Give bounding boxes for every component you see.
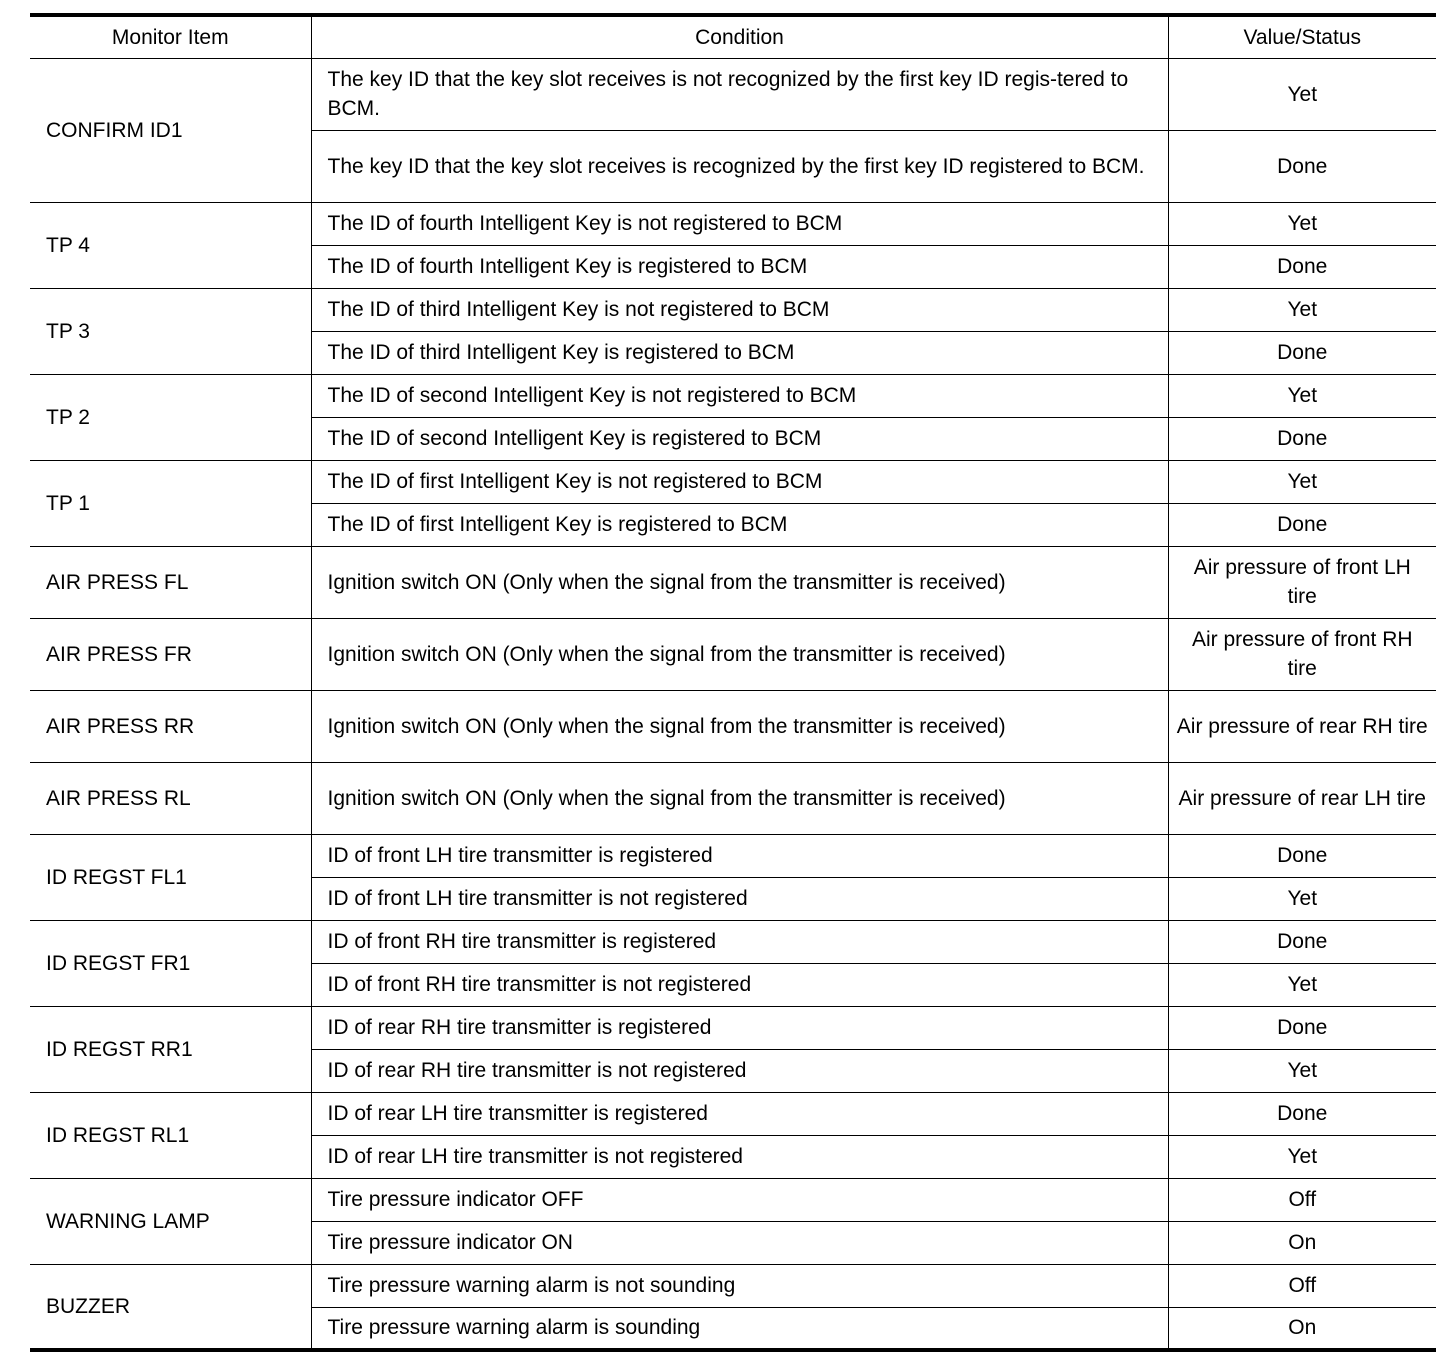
table-row [30, 374, 1436, 417]
value-status-cell: Yet [1168, 374, 1436, 417]
condition-cell: The ID of second Intelligent Key is not registered to BCM [311, 374, 1168, 417]
value-status-cell: Done [1168, 130, 1436, 202]
value-status-cell: Yet [1168, 877, 1436, 920]
condition-cell: ID of rear RH tire transmitter is not registered [311, 1049, 1168, 1092]
monitor-item-cell: AIR PRESS FL [30, 546, 311, 618]
value-status-cell: Done [1168, 834, 1436, 877]
table-row [30, 762, 1436, 834]
monitor-item-table [30, 13, 1436, 1352]
condition-cell: ID of front LH tire transmitter is registered [311, 834, 1168, 877]
condition-cell: The ID of first Intelligent Key is registered to BCM [311, 503, 1168, 546]
table-row [30, 1264, 1436, 1307]
condition-cell: ID of front LH tire transmitter is not registered [311, 877, 1168, 920]
value-status-cell: Yet [1168, 288, 1436, 331]
monitor-item-cell: TP 3 [30, 288, 311, 374]
table-row [30, 460, 1436, 503]
value-status-cell: Yet [1168, 460, 1436, 503]
condition-cell: ID of front RH tire transmitter is not registered [311, 963, 1168, 1006]
condition-cell: ID of front RH tire transmitter is registered [311, 920, 1168, 963]
value-status-cell: On [1168, 1221, 1436, 1264]
condition-cell: Ignition switch ON (Only when the signal from the transmitter is received) [311, 690, 1168, 762]
monitor-item-cell: WARNING LAMP [30, 1178, 311, 1264]
table-body [30, 58, 1436, 1350]
condition-cell: ID of rear LH tire transmitter is not registered [311, 1135, 1168, 1178]
value-status-cell: Done [1168, 331, 1436, 374]
condition-cell: Tire pressure warning alarm is sounding [311, 1307, 1168, 1350]
condition-cell: Tire pressure warning alarm is not sounding [311, 1264, 1168, 1307]
monitor-item-cell: AIR PRESS FR [30, 618, 311, 690]
value-status-cell: On [1168, 1307, 1436, 1350]
value-status-cell: Off [1168, 1178, 1436, 1221]
condition-cell: The ID of third Intelligent Key is registered to BCM [311, 331, 1168, 374]
table-row [30, 288, 1436, 331]
table-row [30, 58, 1436, 130]
monitor-item-cell: AIR PRESS RL [30, 762, 311, 834]
monitor-item-cell: TP 2 [30, 374, 311, 460]
table-row [30, 618, 1436, 690]
condition-cell: Ignition switch ON (Only when the signal from the transmitter is received) [311, 762, 1168, 834]
condition-cell: Tire pressure indicator ON [311, 1221, 1168, 1264]
table-row [30, 1178, 1436, 1221]
value-status-cell: Air pressure of front LH tire [1168, 546, 1436, 618]
value-status-cell: Done [1168, 920, 1436, 963]
monitor-item-cell: BUZZER [30, 1264, 311, 1350]
value-status-cell: Off [1168, 1264, 1436, 1307]
table-row [30, 1092, 1436, 1135]
monitor-item-cell: AIR PRESS RR [30, 690, 311, 762]
condition-cell: The ID of third Intelligent Key is not registered to BCM [311, 288, 1168, 331]
monitor-item-cell: TP 4 [30, 202, 311, 288]
table-row [30, 690, 1436, 762]
monitor-item-cell: ID REGST RR1 [30, 1006, 311, 1092]
value-status-cell: Air pressure of rear RH tire [1168, 690, 1436, 762]
monitor-item-cell: ID REGST FR1 [30, 920, 311, 1006]
monitor-item-cell: TP 1 [30, 460, 311, 546]
table-row [30, 546, 1436, 618]
condition-cell: ID of rear LH tire transmitter is registered [311, 1092, 1168, 1135]
monitor-item-cell: CONFIRM ID1 [30, 58, 311, 202]
header-value-status: Value/Status [1168, 15, 1436, 58]
table-row [30, 202, 1436, 245]
value-status-cell: Yet [1168, 963, 1436, 1006]
condition-cell: Tire pressure indicator OFF [311, 1178, 1168, 1221]
condition-cell: The ID of fourth Intelligent Key is not registered to BCM [311, 202, 1168, 245]
table-row [30, 1006, 1436, 1049]
header-condition: Condition [311, 15, 1168, 58]
condition-cell: Ignition switch ON (Only when the signal from the transmitter is received) [311, 546, 1168, 618]
condition-cell: ID of rear RH tire transmitter is registered [311, 1006, 1168, 1049]
condition-cell: The ID of fourth Intelligent Key is registered to BCM [311, 245, 1168, 288]
value-status-cell: Done [1168, 417, 1436, 460]
condition-cell: The ID of first Intelligent Key is not registered to BCM [311, 460, 1168, 503]
condition-cell: The key ID that the key slot receives is recognized by the first key ID registered to BCM. [311, 130, 1168, 202]
value-status-cell: Yet [1168, 202, 1436, 245]
value-status-cell: Done [1168, 503, 1436, 546]
value-status-cell: Yet [1168, 1135, 1436, 1178]
condition-cell: The ID of second Intelligent Key is registered to BCM [311, 417, 1168, 460]
table-row [30, 834, 1436, 877]
value-status-cell: Done [1168, 1006, 1436, 1049]
monitor-item-cell: ID REGST RL1 [30, 1092, 311, 1178]
value-status-cell: Done [1168, 245, 1436, 288]
monitor-item-cell: ID REGST FL1 [30, 834, 311, 920]
header-monitor-item: Monitor Item [111, 25, 229, 49]
value-status-cell: Yet [1168, 58, 1436, 130]
value-status-cell: Done [1168, 1092, 1436, 1135]
condition-cell: The key ID that the key slot receives is not recognized by the first key ID regis-tered to BCM. [311, 58, 1168, 130]
value-status-cell: Yet [1168, 1049, 1436, 1092]
condition-cell: Ignition switch ON (Only when the signal from the transmitter is received) [311, 618, 1168, 690]
value-status-cell: Air pressure of rear LH tire [1168, 762, 1436, 834]
table-row [30, 920, 1436, 963]
value-status-cell: Air pressure of front RH tire [1168, 618, 1436, 690]
table-header-row [30, 15, 1436, 58]
